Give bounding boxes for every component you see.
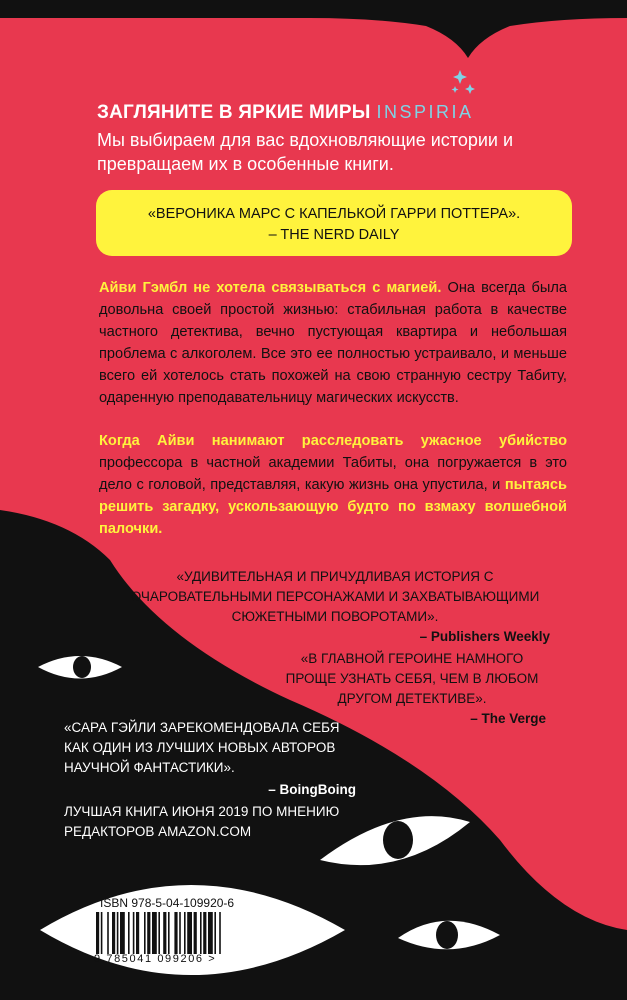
description-paragraph-2 [99, 430, 567, 540]
highlight-text: Айви Гэмбл не хотела связываться с магией. [99, 280, 442, 296]
header [97, 102, 474, 124]
highlight-text: пытаясь решить загадку, ускользающую будто по взмаху волшебной палочки. [99, 477, 567, 537]
description-paragraph-1 [99, 277, 567, 409]
review-source: – The Verge [470, 711, 546, 726]
paragraph-text: Она всегда была довольна своей простой жизнью: стабильная работа в качестве частного детектива, вечно пустующая квартира и небольшая проблема с алкоголем. Все это ее полностью устраивало, и меньше всего ей хотелось стать похожей на свою странную сестру Табиту, одаренную преподавательницу магических искусств. [99, 280, 567, 406]
review-source: – Publishers Weekly [419, 629, 550, 644]
isbn-label: ISBN 978-5-04-109920-6 [100, 896, 235, 910]
sparkles-icon [452, 70, 476, 94]
highlight-text: Когда Айви нанимают расследовать ужасное убийство [99, 433, 567, 449]
featured-quote-source: – THE NERD DAILY [268, 227, 400, 243]
author-quote-text: «САРА ГЭЙЛИ ЗАРЕКОМЕНДОВАЛА СЕБЯ КАК ОДИН ИЗ ЛУЧШИХ НОВЫХ АВТОРОВ НАУЧНОЙ ФАНТАСТИКИ». [64, 720, 340, 775]
best-book-note: ЛУЧШАЯ КНИГА ИЮНЯ 2019 ПО МНЕНИЮ РЕДАКТОРОВ AMAZON.COM [64, 804, 340, 839]
featured-quote-text: «ВЕРОНИКА МАРС С КАПЕЛЬКОЙ ГАРРИ ПОТТЕРА». [147, 206, 521, 222]
brand-logo: INSPIRIA [376, 102, 474, 122]
intro-text: Мы выбираем для вас вдохновляющие истории и превращаем их в особенные книги. [97, 130, 514, 174]
barcode [94, 912, 299, 954]
author-quote-source: – BoingBoing [268, 782, 356, 797]
header-title: ЗАГЛЯНИТЕ В ЯРКИЕ МИРЫ [97, 102, 371, 123]
author-quote [64, 718, 356, 800]
review-text: «В ГЛАВНОЙ ГЕРОИНЕ НАМНОГО ПРОЩЕ УЗНАТЬ СЕБЯ, ЧЕМ В ЛЮБОМ ДРУГОМ ДЕТЕКТИВЕ». [285, 651, 539, 706]
top-notch-shape [0, 0, 627, 58]
featured-quote [96, 204, 572, 246]
review-quote [278, 649, 546, 729]
paragraph-text: профессора в частной академии Табиты, она погружается в это дело с головой, представляя, какую жизнь она упустила, и [99, 455, 567, 493]
review-quote [120, 567, 550, 647]
barcode-number: 9 785041 099206 > [94, 953, 217, 965]
review-text: «УДИВИТЕЛЬНАЯ И ПРИЧУДЛИВАЯ ИСТОРИЯ С ОЧАРОВАТЕЛЬНЫМИ ПЕРСОНАЖАМИ И ЗАХВАТЫВАЮЩИМИ СЮЖЕТНЫМИ ПОВОРОТАМИ». [130, 569, 540, 624]
